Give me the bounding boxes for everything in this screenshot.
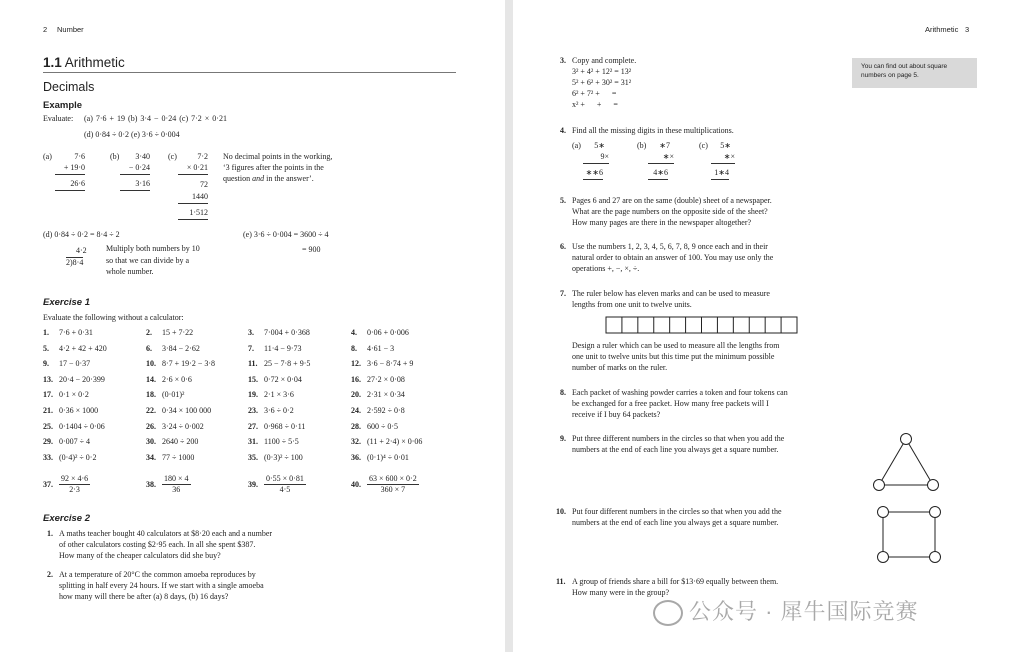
q3-number: 3. bbox=[560, 56, 566, 65]
q8-line2: be exchanged for a free packet. How many free packets will I bbox=[572, 399, 769, 408]
exercise-1-item: (0·01)² bbox=[162, 390, 185, 400]
section-number: 1.1 bbox=[43, 55, 62, 70]
q4a-label: (a) bbox=[572, 141, 581, 150]
q4b-r2: ∗× bbox=[648, 152, 674, 164]
exercise-1-item-number: 4. bbox=[351, 328, 357, 337]
q7-design-line3: number of marks on the ruler. bbox=[572, 363, 668, 372]
exercise-1-item-number: 34. bbox=[146, 452, 156, 462]
exercise-1-item: 0·1404 ÷ 0·06 bbox=[59, 421, 105, 431]
worked-b-label: (b) bbox=[110, 152, 120, 161]
q3-title: Copy and complete. bbox=[572, 56, 637, 65]
q8-line1: Each packet of washing powder carries a token and four tokens can bbox=[572, 388, 788, 397]
exercise-1-item-number: 35. bbox=[248, 452, 258, 462]
running-header: Arithmetic bbox=[925, 25, 959, 34]
exercise-1-item: 0·968 ÷ 0·11 bbox=[264, 421, 306, 431]
q6-number: 6. bbox=[560, 242, 566, 251]
q6-line2: natural order to obtain an answer of 100. You may use only the bbox=[572, 253, 774, 262]
exercise-1-item-number: 17. bbox=[43, 390, 53, 400]
exercise-2-title: Exercise 2 bbox=[43, 513, 91, 524]
q4b-label: (b) bbox=[637, 141, 647, 150]
exercise-1-item-number: 10. bbox=[146, 359, 156, 369]
exercise-1-item-number: 30. bbox=[146, 437, 156, 447]
exercise-1-item: 2·31 × 0·34 bbox=[367, 390, 405, 400]
q3-line2: 5² + 6² + 30² = 31² bbox=[572, 78, 632, 87]
section-title: Arithmetic bbox=[64, 55, 125, 70]
note-text: question bbox=[223, 174, 253, 183]
exercise-1-item: 3·24 ÷ 0·002 bbox=[162, 421, 204, 431]
exercise-1-item: 15 + 7·22 bbox=[162, 328, 194, 337]
q3-line1: 3² + 4² + 12² = 13² bbox=[572, 67, 632, 76]
worked-a-answer: 26·6 bbox=[55, 179, 85, 191]
q4c-r3: 1∗4 bbox=[711, 168, 729, 180]
note-emphasis: and bbox=[252, 174, 265, 183]
exercise-1-item: 4·61 − 3 bbox=[367, 343, 395, 353]
exercise-1-item-number: 16. bbox=[351, 374, 361, 384]
worked-note-3 bbox=[223, 174, 314, 185]
q6-line3: operations +, −, ×, ÷. bbox=[572, 264, 640, 273]
fraction-denominator: 360 × 7 bbox=[380, 485, 406, 495]
worked-c-r3: 72 bbox=[200, 180, 208, 189]
ex2-q1-line3: How many of the cheaper calculators did she buy? bbox=[59, 551, 221, 560]
exercise-1-item-number: 36. bbox=[351, 452, 361, 462]
wechat-icon bbox=[653, 600, 683, 626]
exercise-1-item-number: 20. bbox=[351, 390, 361, 400]
exercise-1-item-number: 11. bbox=[248, 359, 258, 369]
exercise-1-item-number: 8. bbox=[351, 343, 357, 353]
exercise-1-item: 600 ÷ 0·5 bbox=[367, 421, 399, 431]
exercise-1-item: 0·34 × 100 000 bbox=[162, 406, 212, 415]
exercise-1-item: 8·7 + 19·2 − 3·8 bbox=[162, 359, 216, 369]
page-number: 2 bbox=[43, 25, 48, 34]
q11-line2: How many were in the group? bbox=[572, 588, 670, 597]
exercise-1-item: 77 ÷ 1000 bbox=[162, 452, 195, 462]
square-outline bbox=[883, 512, 935, 557]
exercise-1-item: 25 − 7·8 + 9·5 bbox=[264, 359, 311, 369]
number-circle bbox=[901, 434, 912, 445]
q4a-r3: ∗∗6 bbox=[583, 168, 603, 180]
q8-line3: receive if I buy 64 packets? bbox=[572, 410, 661, 419]
q3-line3: 6² + 7² + = bbox=[572, 89, 617, 98]
exercise-1-item: 0·1 × 0·2 bbox=[59, 390, 89, 400]
sidebox bbox=[852, 58, 977, 88]
subheading: Decimals bbox=[43, 80, 95, 94]
exercise-1-item-number: 9. bbox=[43, 359, 49, 369]
exercise-1-item: 11·4 − 9·73 bbox=[264, 343, 302, 353]
exercise-1-item-number: 14. bbox=[146, 374, 156, 384]
q10-line1: Put four different numbers in the circles so that when you add the bbox=[572, 507, 782, 516]
worked-note-1: No decimal points in the working, bbox=[223, 152, 333, 161]
q4c-r1: 5∗ bbox=[720, 141, 731, 150]
exercise-1-item-number: 32. bbox=[351, 437, 361, 447]
number-circle bbox=[874, 480, 885, 491]
section-rule bbox=[43, 72, 456, 73]
worked-b-r1: 3·40 bbox=[135, 152, 150, 161]
exercise-1-item-number: 12. bbox=[351, 359, 361, 369]
q10-line2: numbers at the end of each line you always get a square number. bbox=[572, 518, 779, 527]
worked-c-r2: × 0·21 bbox=[178, 163, 208, 175]
ex2-q2-line3: how many will there be after (a) 8 days, (b) 16 days? bbox=[59, 592, 229, 601]
exercise-1-item-number: 2. bbox=[146, 328, 152, 337]
triangle-diagram bbox=[871, 431, 941, 493]
exercise-1-title: Exercise 1 bbox=[43, 297, 91, 308]
fraction-denominator: 2·3 bbox=[69, 485, 80, 495]
q11-line1: A group of friends share a bill for $13·69 equally between them. bbox=[572, 577, 779, 586]
exercise-1-item-number: 6. bbox=[146, 343, 152, 353]
exercise-1-item: 2640 ÷ 200 bbox=[162, 437, 199, 447]
exercise-1-item-number: 21. bbox=[43, 406, 53, 415]
q4-title: Find all the missing digits in these multiplications. bbox=[572, 126, 734, 135]
ex2-q1-line1: A maths teacher bought 40 calculators at $8·20 each and a number bbox=[59, 529, 273, 538]
worked-d-quotient: 4·2 bbox=[76, 246, 87, 255]
sidebox-line2: numbers on page 5. bbox=[861, 72, 919, 79]
worked-e-answer: = 900 bbox=[302, 245, 321, 254]
exercise-1-item-number: 25. bbox=[43, 421, 53, 431]
exercise-1-item-number: 40. bbox=[351, 480, 361, 490]
exercise-1-item-number: 28. bbox=[351, 421, 361, 431]
worked-b-r2: − 0·24 bbox=[120, 163, 150, 175]
exercise-1-item: 27·2 × 0·08 bbox=[367, 374, 405, 384]
example-evaluate: Evaluate: bbox=[43, 114, 74, 123]
right-page bbox=[513, 0, 1011, 652]
watermark-text: 公众号 · 犀牛国际竞赛 bbox=[689, 599, 919, 624]
q6-line1: Use the numbers 1, 2, 3, 4, 5, 6, 7, 8, 9 once each and in their bbox=[572, 242, 768, 251]
q9-number: 9. bbox=[560, 434, 566, 443]
worked-a-r1: 7·6 bbox=[74, 152, 85, 161]
worked-note-2: ‘3 figures after the points in the bbox=[223, 163, 324, 172]
ex2-q1-line2: of other calculators costing $2·95 each. In all she spent $387. bbox=[59, 540, 256, 549]
q8-number: 8. bbox=[560, 388, 566, 397]
exercise-1-item-number: 38. bbox=[146, 480, 156, 490]
example-label: Example bbox=[43, 100, 83, 111]
exercise-1-item: 0·72 × 0·04 bbox=[264, 374, 302, 384]
worked-b-answer: 3·16 bbox=[120, 179, 150, 191]
worked-a-label: (a) bbox=[43, 152, 52, 161]
q7-line2: lengths from one unit to twelve units. bbox=[572, 300, 692, 309]
exercise-1-fraction bbox=[367, 474, 419, 495]
exercise-1-item: 3·6 ÷ 0·2 bbox=[264, 406, 294, 415]
worked-a-r2: + 19·0 bbox=[55, 163, 85, 175]
exercise-1-item: (0·1)⁴ ÷ 0·01 bbox=[367, 452, 409, 462]
exercise-1-item-number: 22. bbox=[146, 406, 156, 415]
exercise-1-item-number: 7. bbox=[248, 343, 254, 353]
q4c-r2: ∗× bbox=[711, 152, 735, 164]
exercise-1-item-number: 15. bbox=[248, 374, 258, 384]
exercise-1-item-number: 29. bbox=[43, 437, 53, 447]
worked-d-division: 2)8·4 bbox=[66, 258, 84, 267]
exercise-1-item: 0·007 ÷ 4 bbox=[59, 437, 91, 447]
worked-d-note3: whole number. bbox=[106, 267, 154, 276]
number-circle bbox=[930, 552, 941, 563]
exercise-1-item-number: 37. bbox=[43, 480, 53, 490]
worked-d-note1: Multiply both numbers by 10 bbox=[106, 244, 200, 253]
exercise-1-item-number: 13. bbox=[43, 374, 53, 384]
exercise-1-fraction bbox=[59, 474, 90, 495]
q3-line4: x² + + = bbox=[572, 100, 618, 109]
fraction-numerator: 0·55 × 0·81 bbox=[266, 474, 304, 484]
q7-number: 7. bbox=[560, 289, 566, 298]
exercise-1-item: 7·6 + 0·31 bbox=[59, 328, 93, 337]
q7-design-line2: one unit to twelve units but this time put the minimum possible bbox=[572, 352, 775, 361]
example-line1: (a) 7·6 + 19 (b) 3·4 − 0·24 (c) 7·2 × 0·21 bbox=[84, 114, 227, 123]
q4a-r2: 9× bbox=[583, 152, 609, 164]
square-diagram bbox=[875, 504, 941, 566]
note-text-end: in the answer’. bbox=[264, 174, 314, 183]
exercise-1-item-number: 1. bbox=[43, 328, 49, 337]
left-page bbox=[0, 0, 505, 652]
exercise-1-intro: Evaluate the following without a calculator: bbox=[43, 313, 184, 322]
q4a-r1: 5∗ bbox=[594, 141, 605, 150]
number-circle bbox=[878, 552, 889, 563]
fraction-numerator: 92 × 4·6 bbox=[61, 474, 89, 484]
exercise-1-item-number: 5. bbox=[43, 343, 49, 353]
number-circle bbox=[928, 480, 939, 491]
fraction-denominator: 36 bbox=[172, 485, 181, 495]
ex2-q1-number: 1. bbox=[47, 529, 53, 538]
example-line2: (d) 0·84 ÷ 0·2 (e) 3·6 ÷ 0·004 bbox=[84, 130, 180, 139]
page-number: 3 bbox=[965, 25, 970, 34]
exercise-1-item-number: 24. bbox=[351, 406, 361, 415]
exercise-1-item: 17 − 0·37 bbox=[59, 359, 91, 369]
worked-e-line: (e) 3·6 ÷ 0·004 = 3600 ÷ 4 bbox=[243, 230, 329, 239]
worked-c-answer: 1·512 bbox=[178, 208, 208, 220]
exercise-1-item: (0·4)² ÷ 0·2 bbox=[59, 452, 97, 462]
exercise-1-item: 2·6 × 0·6 bbox=[162, 374, 192, 384]
exercise-1-item: 3·6 − 8·74 + 9 bbox=[367, 359, 414, 369]
worked-d-note2: so that we can divide by a bbox=[106, 256, 190, 265]
exercise-1-item: 0·06 + 0·006 bbox=[367, 328, 409, 337]
exercise-1-item-number: 33. bbox=[43, 452, 53, 462]
exercise-1-item: 2·592 ÷ 0·8 bbox=[367, 406, 405, 415]
exercise-1-item: 20·4 − 20·399 bbox=[59, 374, 105, 384]
worked-c-r1: 7·2 bbox=[197, 152, 208, 161]
q5-line3: How many pages are there in the newspaper altogether? bbox=[572, 218, 752, 227]
exercise-1-item: 2·1 × 3·6 bbox=[264, 390, 294, 400]
worked-d-line: (d) 0·84 ÷ 0·2 = 8·4 ÷ 2 bbox=[43, 230, 120, 239]
exercise-1-item: 0·36 × 1000 bbox=[59, 406, 99, 415]
q7-design-line1: Design a ruler which can be used to measure all the lengths from bbox=[572, 341, 780, 350]
q4b-r1: ∗7 bbox=[659, 141, 670, 150]
exercise-1-item: 7·004 + 0·368 bbox=[264, 328, 310, 337]
fraction-numerator: 180 × 4 bbox=[164, 474, 189, 484]
ex2-q2-line2: splitting in half every 24 hours. If we start with a single amoeba bbox=[59, 581, 264, 590]
q9-line1: Put three different numbers in the circles so that when you add the bbox=[572, 434, 785, 443]
exercise-1-item: 3·84 − 2·62 bbox=[162, 343, 200, 353]
q7-line1: The ruler below has eleven marks and can be used to measure bbox=[572, 289, 770, 298]
running-header: Number bbox=[57, 25, 84, 34]
q5-line2: What are the page numbers on the opposite side of the sheet? bbox=[572, 207, 768, 216]
q5-number: 5. bbox=[560, 196, 566, 205]
q4c-label: (c) bbox=[699, 141, 708, 150]
exercise-1-item-number: 23. bbox=[248, 406, 258, 415]
ruler-diagram bbox=[605, 316, 799, 334]
number-circle bbox=[878, 507, 889, 518]
exercise-1-item: 4·2 + 42 + 420 bbox=[59, 343, 107, 353]
fraction-denominator: 4·5 bbox=[279, 485, 291, 495]
section-heading bbox=[43, 55, 125, 70]
exercise-1-item-number: 26. bbox=[146, 421, 156, 431]
triangle-edge bbox=[879, 439, 906, 485]
exercise-1-item: (11 + 2·4) × 0·06 bbox=[367, 437, 423, 447]
exercise-1-item-number: 19. bbox=[248, 390, 258, 400]
ex2-q2-number: 2. bbox=[47, 570, 53, 579]
q9-line2: numbers at the end of each line you always get a square number. bbox=[572, 445, 779, 454]
exercise-1-item-number: 39. bbox=[248, 480, 258, 490]
ex2-q2-line1: At a temperature of 20°C the common amoeba reproduces by bbox=[59, 570, 256, 579]
worked-c-r4: 1440 bbox=[178, 192, 208, 204]
triangle-edge bbox=[906, 439, 933, 485]
exercise-1-item-number: 27. bbox=[248, 421, 258, 431]
exercise-1-fraction bbox=[162, 474, 191, 495]
exercise-1-item-number: 3. bbox=[248, 328, 254, 337]
q4-number: 4. bbox=[560, 126, 566, 135]
q10-number: 10. bbox=[556, 507, 566, 516]
exercise-1-item-number: 31. bbox=[248, 437, 258, 447]
fraction-numerator: 63 × 600 × 0·2 bbox=[369, 474, 417, 484]
watermark bbox=[653, 595, 919, 626]
number-circle bbox=[930, 507, 941, 518]
q4b-r3: 4∗6 bbox=[648, 168, 668, 180]
worked-c-label: (c) bbox=[168, 152, 177, 161]
exercise-1-item: 1100 ÷ 5·5 bbox=[264, 437, 299, 447]
q11-number: 11. bbox=[556, 577, 566, 586]
exercise-1-fraction bbox=[264, 474, 306, 495]
q5-line1: Pages 6 and 27 are on the same (double) sheet of a newspaper. bbox=[572, 196, 772, 205]
exercise-1-item: (0·3)² ÷ 100 bbox=[264, 452, 303, 462]
exercise-1-item-number: 18. bbox=[146, 390, 156, 400]
sidebox-line1: You can find out about square bbox=[861, 63, 948, 70]
